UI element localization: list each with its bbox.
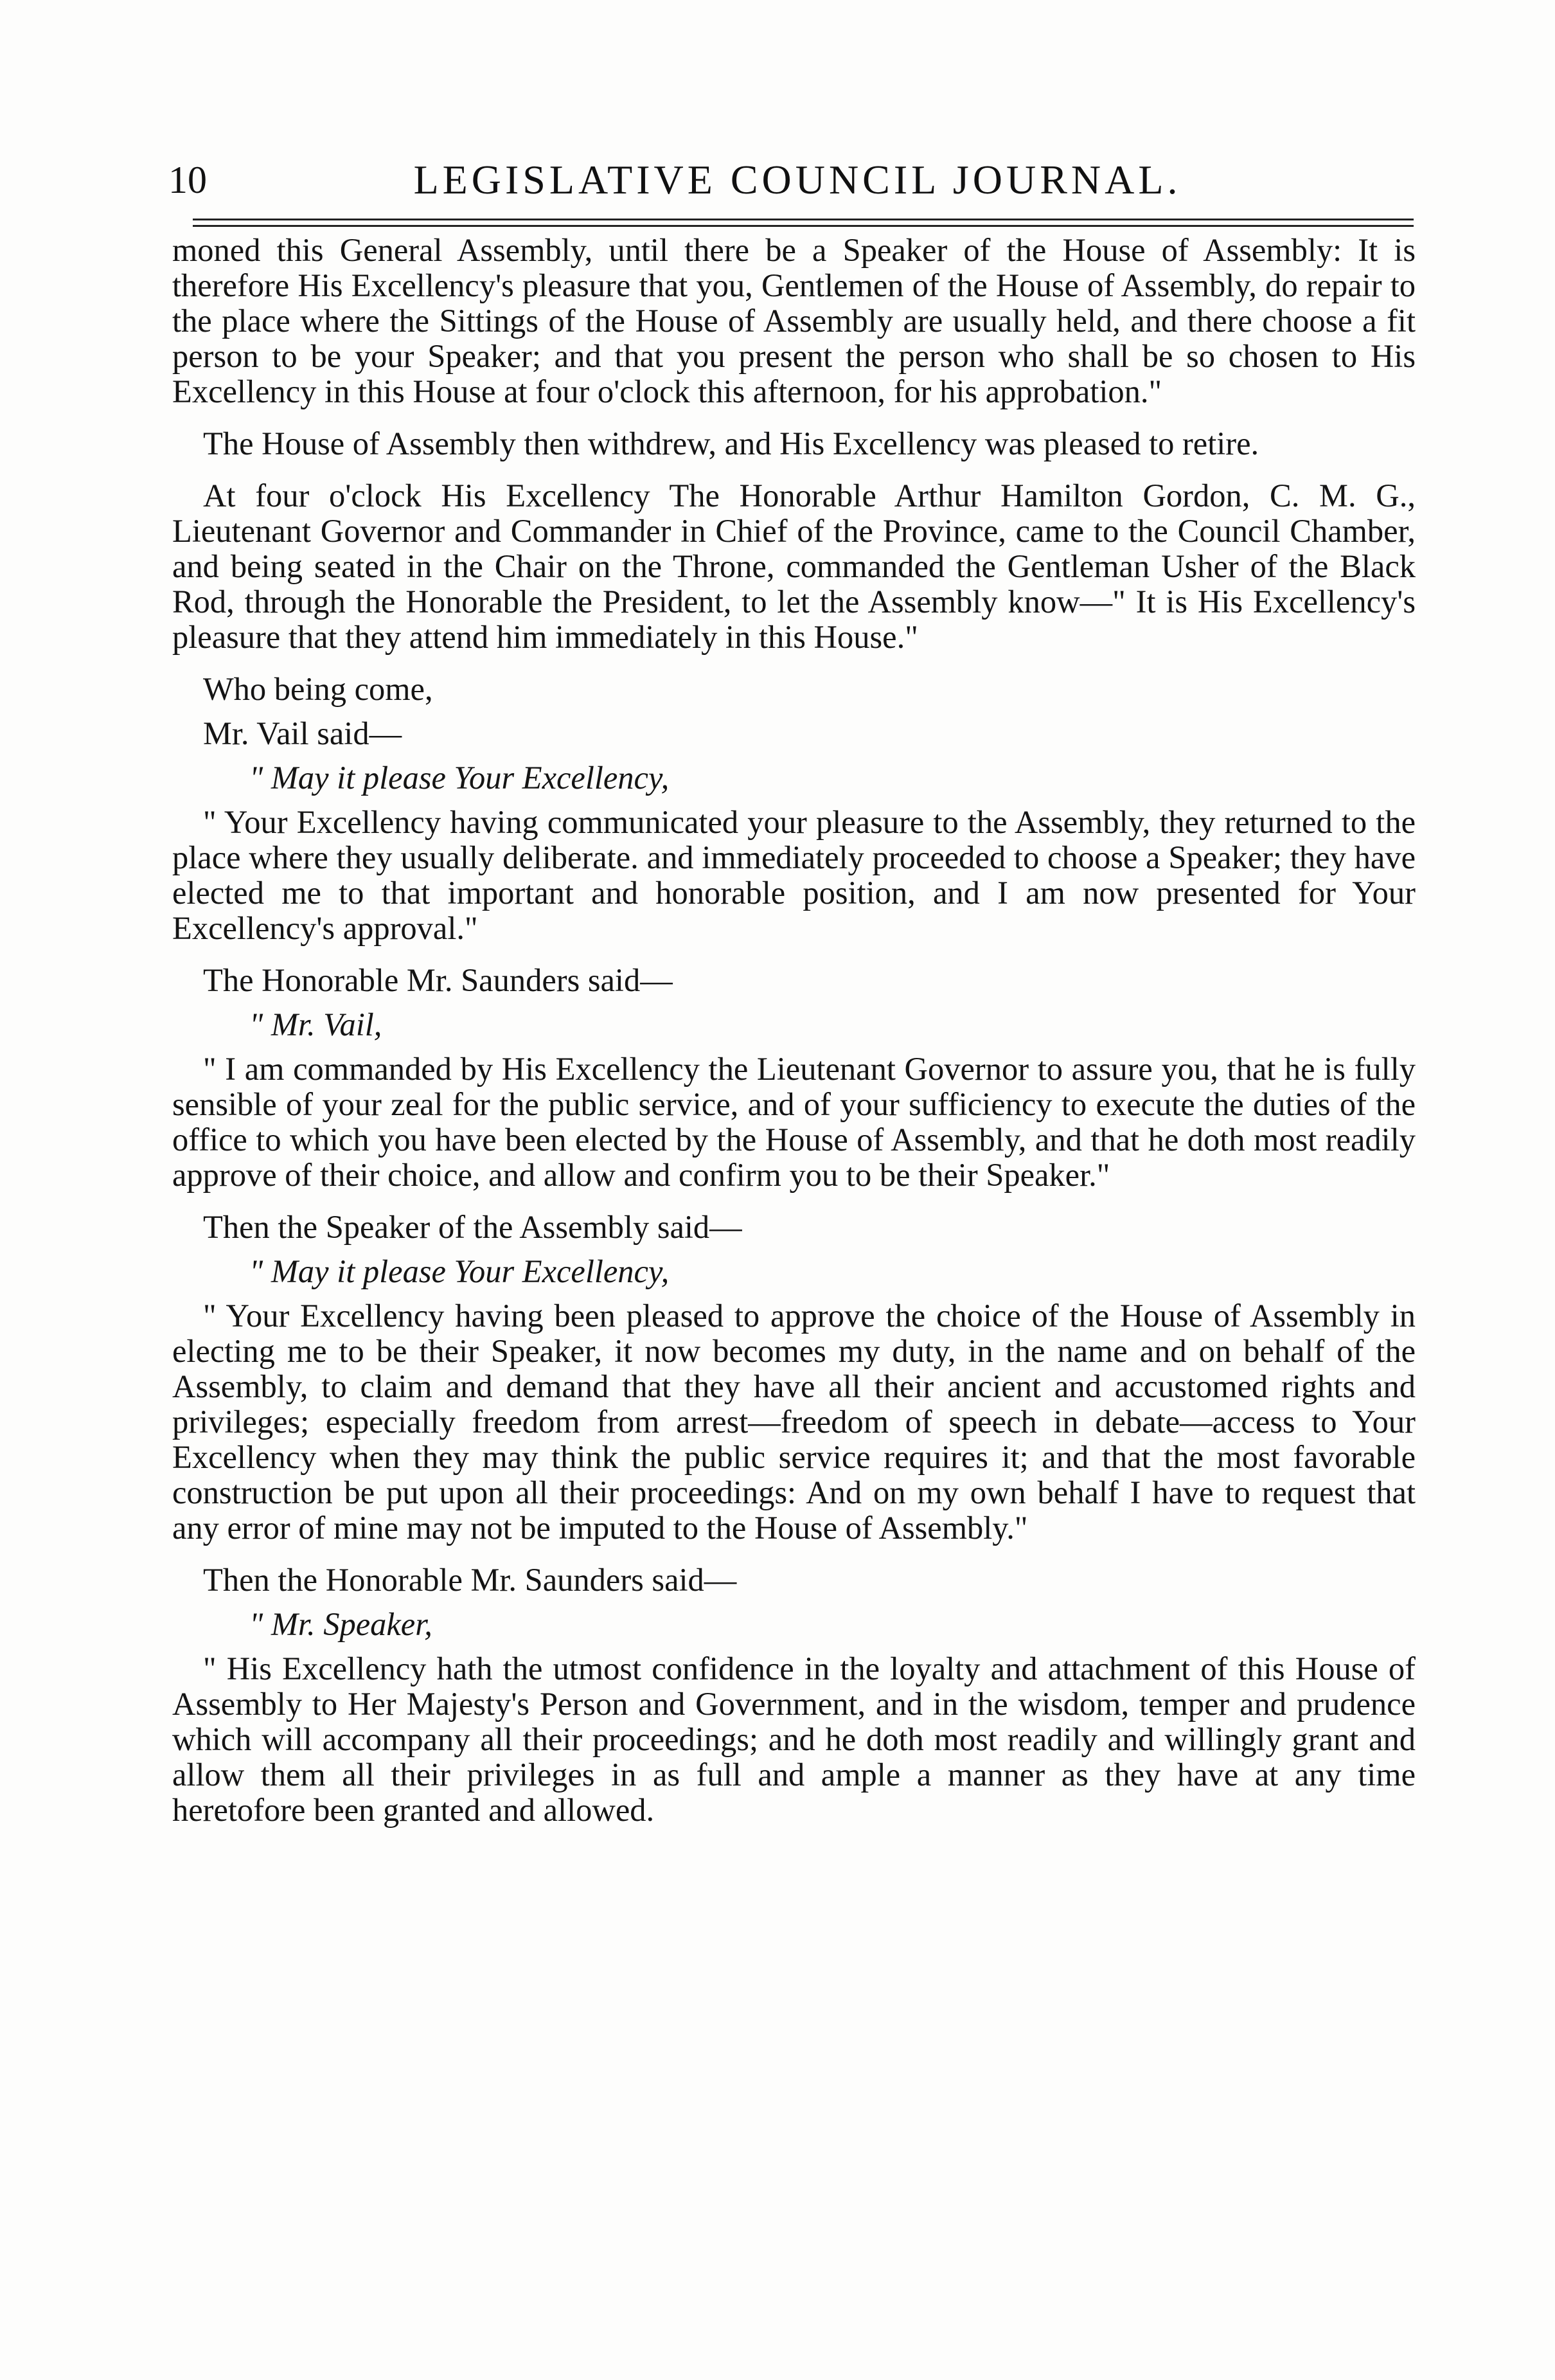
speaker-line: The Honorable Mr. Saunders said— [203, 962, 673, 998]
page-number: 10 [168, 159, 207, 201]
speech-paragraph: " I am commanded by His Excellency the Lieutenant Governor to assure you, that he is fully sensible of your zeal for the public service, and of your sufficiency to execute the duties of the office to which you have been elected by the House of Assembly, and that he doth most readily approve of their choice, and allow and confirm you to be their Speaker." [172, 1051, 1416, 1193]
speaker-line: Then the Speaker of the Assembly said— [203, 1209, 742, 1245]
salutation: " Mr. Vail, [249, 1007, 382, 1042]
speaker-line: Mr. Vail said— [203, 715, 402, 751]
paragraph-continued: moned this General Assembly, until there be a Speaker of the House of Assembly: It is therefore His Excellency's pleasure that you, Gentlemen of the House of Assembly, do repair to the place where the Sittings of the House of Assembly are usually held, and there choose a fit person to be your Speaker; and that you present the person who shall be so chosen to His Excellency in this House at four o'clock this afternoon, for his approbation." [172, 232, 1416, 409]
speech-paragraph: " His Excellency hath the utmost confidence in the loyalty and attachment of this House of Assembly to Her Majesty's Person and Government, and in the wisdom, temper and prudence which will accompany all their proceedings; and he doth most readily and willingly grant and allow them all their privileges in as full and ample a manner as they have at any time heretofore been granted and allowed. [172, 1651, 1416, 1828]
speech-paragraph: " Your Excellency having been pleased to approve the choice of the House of Assembly in electing me to be their Speaker, it now becomes my duty, in the name and on behalf of the Assembly, to claim and demand that they have all their ancient and accustomed rights and privileges; especially freedom from arrest—freedom of speech in debate—access to Your Excellency when they may think the public service requires it; and that the most favorable construction be put upon all their proceedings: And on my own behalf I have to request that any error of mine may not be imputed to the House of Assembly." [172, 1298, 1416, 1546]
page-header [168, 154, 1426, 206]
salutation: " May it please Your Excellency, [249, 760, 670, 796]
salutation: " May it please Your Excellency, [249, 1253, 670, 1289]
running-title: LEGISLATIVE COUNCIL JOURNAL. [413, 157, 1182, 202]
journal-body-text [172, 233, 1416, 2322]
paragraph: The House of Assembly then withdrew, and His Excellency was pleased to retire. [203, 425, 1259, 461]
header-rule-bottom [193, 225, 1414, 227]
speech-paragraph: " Your Excellency having communicated your pleasure to the Assembly, they returned to the place where they usually deliberate. and immediately proceeded to choose a Speaker; they have elected me to that important and honorable position, and I am now presented for Your Excellency's approval." [172, 804, 1416, 946]
header-rule-top [193, 219, 1414, 220]
speaker-line: Then the Honorable Mr. Saunders said— [203, 1562, 737, 1598]
salutation: " Mr. Speaker, [249, 1606, 432, 1642]
paragraph: At four o'clock His Excellency The Honorable Arthur Hamilton Gordon, C. M. G., Lieutenant Governor and Commander in Chief of the Province, came to the Council Chamber, and being seated in the Chair on the Throne, commanded the Gentleman Usher of the Black Rod, through the Honorable the President, to let the Assembly know—" It is His Excellency's pleasure that they attend him immediately in this House." [172, 478, 1416, 655]
paragraph: Who being come, [203, 671, 433, 707]
